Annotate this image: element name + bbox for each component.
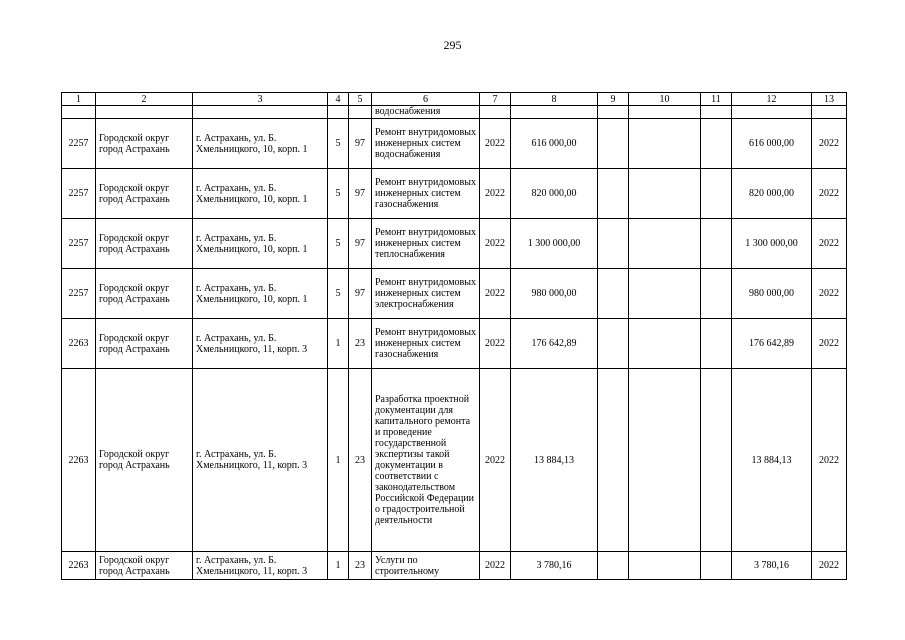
page-number: 295 <box>443 38 462 52</box>
cell-col-4: 5 <box>328 219 349 269</box>
cell-work-type: водоснабжения <box>372 106 480 119</box>
cell-col-10 <box>629 219 701 269</box>
cell-end-year: 2022 <box>812 269 847 319</box>
cell-cost: 616 000,00 <box>511 119 598 169</box>
cell-address: г. Астрахань, ул. Б. Хмельницкого, 11, корп. 3 <box>193 319 328 369</box>
cell-municipality: Городской округ город Астрахань <box>96 552 193 580</box>
cell-municipality: Городской округ город Астрахань <box>96 169 193 219</box>
cell-col-9 <box>598 552 629 580</box>
cell-total: 1 300 000,00 <box>732 219 812 269</box>
cell-empty <box>629 106 701 119</box>
cell-total: 176 642,89 <box>732 319 812 369</box>
cell-total: 3 780,16 <box>732 552 812 580</box>
cell-address: г. Астрахань, ул. Б. Хмельницкого, 11, корп. 3 <box>193 552 328 580</box>
column-number-row <box>62 93 847 106</box>
cell-total: 980 000,00 <box>732 269 812 319</box>
cell-empty <box>480 106 511 119</box>
registry-table <box>61 92 847 580</box>
cell-year: 2022 <box>480 119 511 169</box>
cell-cost: 1 300 000,00 <box>511 219 598 269</box>
cell-col-11 <box>701 552 732 580</box>
cell-col-10 <box>629 169 701 219</box>
cell-end-year: 2022 <box>812 319 847 369</box>
cell-end-year: 2022 <box>812 219 847 269</box>
column-header: 1 <box>62 93 96 106</box>
cell-col-5: 23 <box>349 369 372 552</box>
cell-col-9 <box>598 269 629 319</box>
cell-total: 820 000,00 <box>732 169 812 219</box>
cell-year: 2022 <box>480 219 511 269</box>
column-header: 8 <box>511 93 598 106</box>
cell-col-11 <box>701 219 732 269</box>
cell-record-id: 2263 <box>62 319 96 369</box>
table-row <box>62 319 847 369</box>
cell-col-9 <box>598 369 629 552</box>
cell-empty <box>96 106 193 119</box>
cell-work-type: Ремонт внутридомовых инженерных систем теплоснабжения <box>372 219 480 269</box>
cell-address: г. Астрахань, ул. Б. Хмельницкого, 11, корп. 3 <box>193 369 328 552</box>
cell-col-4: 1 <box>328 369 349 552</box>
cell-col-9 <box>598 119 629 169</box>
cell-empty <box>193 106 328 119</box>
cell-cost: 820 000,00 <box>511 169 598 219</box>
table-row <box>62 169 847 219</box>
cell-empty <box>349 106 372 119</box>
cell-empty <box>701 106 732 119</box>
column-header: 11 <box>701 93 732 106</box>
cell-record-id: 2257 <box>62 119 96 169</box>
column-header: 9 <box>598 93 629 106</box>
column-header: 4 <box>328 93 349 106</box>
cell-col-4: 5 <box>328 119 349 169</box>
table-row <box>62 552 847 580</box>
cell-total: 616 000,00 <box>732 119 812 169</box>
column-header: 6 <box>372 93 480 106</box>
cell-empty <box>598 106 629 119</box>
cell-municipality: Городской округ город Астрахань <box>96 369 193 552</box>
cell-record-id: 2257 <box>62 219 96 269</box>
column-header: 7 <box>480 93 511 106</box>
cell-record-id: 2263 <box>62 369 96 552</box>
cell-cost: 3 780,16 <box>511 552 598 580</box>
cell-col-11 <box>701 369 732 552</box>
cell-work-type: Ремонт внутридомовых инженерных систем электроснабжения <box>372 269 480 319</box>
cell-end-year: 2022 <box>812 169 847 219</box>
column-header: 3 <box>193 93 328 106</box>
cell-work-type: Услуги по строительному <box>372 552 480 580</box>
cell-end-year: 2022 <box>812 119 847 169</box>
column-header: 10 <box>629 93 701 106</box>
cell-end-year: 2022 <box>812 369 847 552</box>
cell-empty <box>511 106 598 119</box>
column-header: 12 <box>732 93 812 106</box>
cell-col-4: 1 <box>328 319 349 369</box>
cell-year: 2022 <box>480 169 511 219</box>
cell-record-id: 2257 <box>62 169 96 219</box>
continuation-row <box>62 106 847 119</box>
table-row <box>62 119 847 169</box>
cell-col-5: 23 <box>349 319 372 369</box>
column-header: 2 <box>96 93 193 106</box>
cell-col-5: 97 <box>349 269 372 319</box>
cell-municipality: Городской округ город Астрахань <box>96 119 193 169</box>
cell-col-4: 1 <box>328 552 349 580</box>
cell-year: 2022 <box>480 319 511 369</box>
cell-empty <box>62 106 96 119</box>
column-header: 13 <box>812 93 847 106</box>
cell-record-id: 2263 <box>62 552 96 580</box>
cell-municipality: Городской округ город Астрахань <box>96 219 193 269</box>
cell-col-5: 23 <box>349 552 372 580</box>
cell-empty <box>328 106 349 119</box>
cell-col-5: 97 <box>349 119 372 169</box>
cell-col-10 <box>629 119 701 169</box>
cell-address: г. Астрахань, ул. Б. Хмельницкого, 10, корп. 1 <box>193 269 328 319</box>
cell-work-type: Разработка проектной документации для капитального ремонта и проведение государственной экспертизы такой документации в соответствии с законодательством Российской Федерации о градостроительной деятельности <box>372 369 480 552</box>
cell-col-10 <box>629 269 701 319</box>
cell-cost: 980 000,00 <box>511 269 598 319</box>
table-row <box>62 369 847 552</box>
cell-col-11 <box>701 269 732 319</box>
cell-end-year: 2022 <box>812 552 847 580</box>
cell-col-5: 97 <box>349 219 372 269</box>
table-row <box>62 269 847 319</box>
column-header: 5 <box>349 93 372 106</box>
cell-year: 2022 <box>480 552 511 580</box>
cell-empty <box>812 106 847 119</box>
cell-col-10 <box>629 319 701 369</box>
cell-col-11 <box>701 119 732 169</box>
cell-year: 2022 <box>480 369 511 552</box>
cell-col-5: 97 <box>349 169 372 219</box>
cell-address: г. Астрахань, ул. Б. Хмельницкого, 10, корп. 1 <box>193 219 328 269</box>
cell-work-type: Ремонт внутридомовых инженерных систем газоснабжения <box>372 319 480 369</box>
cell-col-9 <box>598 169 629 219</box>
cell-col-11 <box>701 169 732 219</box>
cell-col-10 <box>629 369 701 552</box>
cell-cost: 176 642,89 <box>511 319 598 369</box>
table-row <box>62 219 847 269</box>
cell-work-type: Ремонт внутридомовых инженерных систем газоснабжения <box>372 169 480 219</box>
cell-total: 13 884,13 <box>732 369 812 552</box>
cell-municipality: Городской округ город Астрахань <box>96 269 193 319</box>
cell-year: 2022 <box>480 269 511 319</box>
cell-address: г. Астрахань, ул. Б. Хмельницкого, 10, корп. 1 <box>193 169 328 219</box>
cell-col-10 <box>629 552 701 580</box>
cell-empty <box>732 106 812 119</box>
cell-col-4: 5 <box>328 269 349 319</box>
cell-col-4: 5 <box>328 169 349 219</box>
cell-cost: 13 884,13 <box>511 369 598 552</box>
cell-record-id: 2257 <box>62 269 96 319</box>
cell-col-9 <box>598 319 629 369</box>
cell-col-11 <box>701 319 732 369</box>
cell-address: г. Астрахань, ул. Б. Хмельницкого, 10, корп. 1 <box>193 119 328 169</box>
cell-col-9 <box>598 219 629 269</box>
cell-work-type: Ремонт внутридомовых инженерных систем водоснабжения <box>372 119 480 169</box>
cell-municipality: Городской округ город Астрахань <box>96 319 193 369</box>
